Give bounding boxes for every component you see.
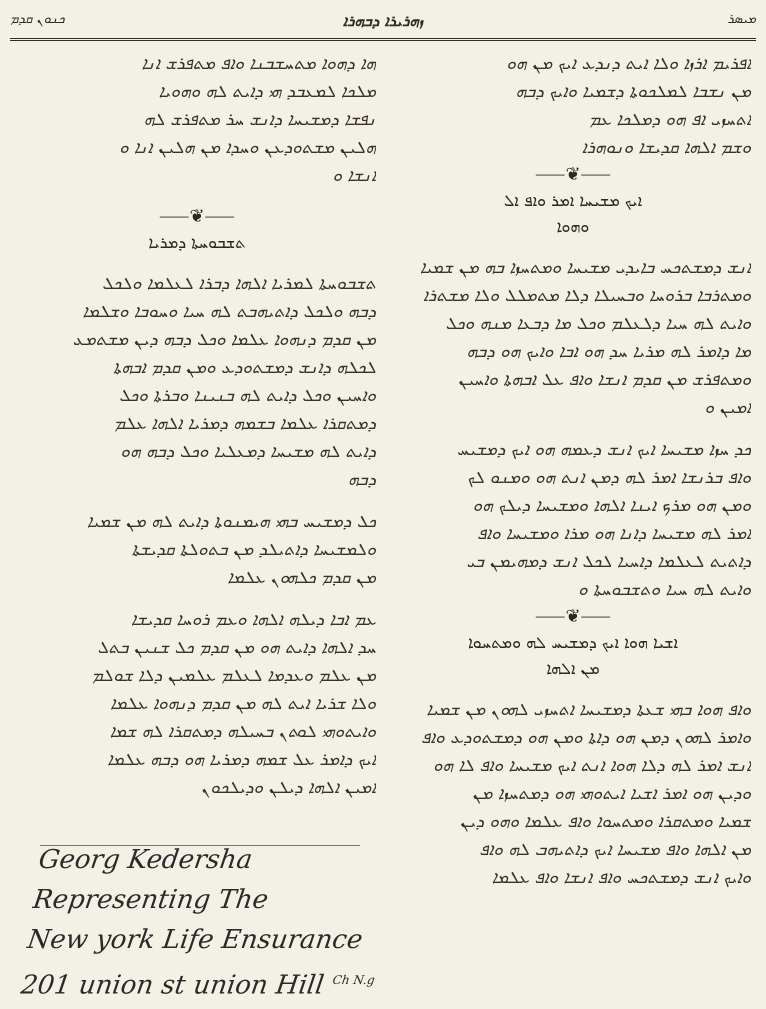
text-line: ܠܟܠܗ ܕܐܢܫ ܕܡܫܬܘܕܥ ܘܡܢ ܩܕܡ ܐܒܗܬܐ xyxy=(113,358,376,378)
text-line: ܡܢ ܢܫܒܐ ܠܡܠܟܘܬܐ ܕܫܡܝܐ ܘܐܝܟ ܕܒܗ xyxy=(515,82,751,102)
handwritten-signature-block xyxy=(18,840,381,1006)
text-line: ܢܦܫܐ ܕܡܫܝܚܐ ܕܐܢܫ ܚܪ ܡܬܦܪܫ ܠܗ xyxy=(143,110,376,130)
signature-address-text: 201 union st union Hill xyxy=(19,970,326,1001)
text-line: ܚܕ ܐܠܗܐ ܕܐܝܬ ܗܘ ܡܢ ܩܕܡ ܟܠ ܫܢܝܢ ܒܬܠ xyxy=(97,638,376,658)
text-line: ܡܠܟܐ ܠܡܥܒܕ ܗܝ ܕܐܝܬ ܠܗ ܘܗܘܝܐ xyxy=(158,82,376,102)
ornament-divider: ⸺❦⸺ xyxy=(535,164,611,185)
text-line: ܘܐܝܟ ܐܢܫ ܕܡܫܬܟܚ ܘܐܦ ܐܢܫܐ ܘܐܦ ܥܠܡܐ xyxy=(491,868,751,888)
left-column xyxy=(18,50,376,802)
right-column xyxy=(395,50,751,892)
section-heading: ܐܝܟ ܡܫܝܚܐ ܐܡܪ ܘܐܦ ܐܠ xyxy=(503,191,643,210)
text-line: ܘܐܡܪ ܠܗܘܢ ܕܡܢ ܗܘ ܕܐܬܐ ܘܡܢ ܗܘ ܕܡܫܬܘܕܥ ܘܐܦ xyxy=(420,728,751,748)
text-line: ܟܠ ܕܡܫܝܚ ܒܗܝ ܗܝܡܢܘܬܐ ܕܐܝܬ ܠܗ ܡܢ ܫܡܝܐ xyxy=(87,512,376,532)
text-line: ܡܢ ܩܕܡ ܕܢܗܘܐ ܥܠܡܐ ܘܟܠ ܕܒܗ ܕܝܢ ܡܫܬܡܥ xyxy=(72,330,376,350)
text-line: ܕܐܬܝܬ ܠܥܠܡܐ ܕܐܚܝܐ ܠܟܠ ܐܢܫ ܕܡܗܝܡܢ ܒܝ xyxy=(466,552,751,572)
text-line: ܘܕܝܢ ܗܘ ܐܡܪ ܐܫܝܐ ܐܝܬܘܗܝ ܗܘ ܕܡܬܚܙܐ ܡܢ xyxy=(472,784,751,804)
signature-line: Representing The xyxy=(31,885,271,915)
text-line: ܘܡܢ ܗܘ ܡܪܟ ܐܝܢܐ ܐܠܗܐ ܘܡܫܝܚܐ ܕܝܠܟ ܗܘ xyxy=(472,496,751,516)
text-line: ܐܢܫ ܐܡܪ ܠܗ ܕܠܐ ܗܘܐ ܐܢܬ ܐܝܟ ܡܫܝܚܐ ܘܐܦ ܠܐ ܗܘ xyxy=(432,756,751,776)
section-heading: ܬܫܒܘܚܬܐ ܕܡܪܝܐ xyxy=(148,233,246,252)
section-subheading: ܘܗܘܐ xyxy=(556,217,590,236)
text-line: ܐܡܝܢ ܘ xyxy=(704,398,751,418)
text-line: ܕܒܗ ܘܠܟܠ ܕܐܬܝܗܒܬ ܠܗ ܚܝܐ ܘܚܘܒܐ ܘܫܠܡܐ xyxy=(82,302,376,322)
text-line: ܗܐ ܕܗܘܐ ܡܬܚܫܒܢܐ ܘܐܦ ܡܬܦܪܫ ܐܢܐ xyxy=(141,54,376,74)
text-line: ܡܢ ܐܠܗܐ ܘܐܦ ܡܫܝܚܐ ܐܝܟ ܕܐܬܝܗܒ ܠܗ ܘܐܦ xyxy=(479,840,751,860)
text-line: ܐܝܟ ܕܐܡܪ ܥܠ ܫܡܗ ܕܡܪܝܐ ܗܘ ܕܒܗ ܥܠܡܐ xyxy=(107,750,376,770)
text-line: ܬܫܒܘܚܬܐ ܠܡܪܝܐ ܐܠܗܐ ܕܒܪܐ ܠܥܠܡܐ ܘܠܟܠ xyxy=(102,274,376,294)
text-line: ܘܐܦ ܗܘܐ ܒܗܝ ܫܥܬܐ ܕܡܫܝܚܐ ܐܬܚܙܝ ܠܗܘܢ ܡܢ ܫܡܝܐ xyxy=(426,700,751,720)
text-line: ܡܐ ܕܐܡܪ ܠܗ ܡܪܝܐ ܚܕ ܗܘ ܐܒܐ ܘܐܝܟ ܗܘ ܕܒܗ xyxy=(466,342,751,362)
header-right-text: ܡܝܣܪ xyxy=(727,12,756,27)
text-line: ܫܡܝܐ ܘܡܬܩܪܐ ܘܡܬܚܘܐ ܘܐܦ ܥܠܡܐ ܘܗܘ ܕܝܢ xyxy=(459,812,751,832)
section-subheading: ܡܢ ܐܠܗܐ xyxy=(546,659,600,678)
signature-address xyxy=(18,960,376,1006)
text-line: ܘܠܡܫܝܚܐ ܕܐܬܝܠܕ ܡܢ ܒܬܘܠܬܐ ܩܕܝܫܬܐ xyxy=(131,540,376,560)
text-line: ܐܡܝܢ ܐܠܗܐ ܕܝܠܢ ܘܕܝܠܟܘܢ xyxy=(201,778,376,798)
text-line: ܕܐܝܬ ܠܗ ܡܫܝܚܐ ܕܡܥܠܝܐ ܘܟܠ ܕܒܗ ܗܘ xyxy=(120,442,376,462)
text-line: ܐܡܪ ܠܗ ܡܫܝܚܐ ܕܐܢܐ ܗܘ ܡܪܐ ܘܡܫܝܚܐ ܘܐܦ xyxy=(477,524,751,544)
text-line: ܐܢܫܐ ܘ xyxy=(332,166,376,186)
signature-line: New york Life Ensurance xyxy=(25,925,365,955)
header-title: ܙܗܪܝܪܐ ܕܒܗܪܐ xyxy=(342,12,424,30)
text-line: ܐܬܚܙܝ ܐܦ ܗܘ ܕܡܠܟܐ ܥܡ xyxy=(589,110,751,130)
section-heading: ܐܫܝܐ ܗܘܐ ܐܝܟ ܕܡܫܝܚ ܠܗ ܘܡܬܚܘܐ xyxy=(467,633,679,652)
text-line: ܘܐܝܬ ܠܗ ܚܝܐ ܕܠܥܠܡ ܘܟܠ ܡܐ ܕܒܥܐ ܡܢܗ ܘܟܠ xyxy=(445,314,751,334)
text-line: ܘܠܐ ܫܪܝܐ ܐܝܬ ܠܗ ܡܢ ܩܕܡ ܕܢܗܘܐ ܥܠܡܐ xyxy=(110,694,376,714)
text-line: ܘܡܬܦܪܫ ܡܢ ܩܕܡ ܐܢܫܐ ܘܐܦ ܥܠ ܐܒܗܬܐ ܘܐܚܝܢ xyxy=(457,370,751,390)
text-line: ܟܕ ܚܙܐ ܡܫܝܚܐ ܐܝܟ ܐܢܫ ܕܥܡܗ ܗܘ ܐܝܟ ܕܡܫܝܚ xyxy=(456,440,751,460)
text-line: ܥܡ ܐܒܐ ܕܝܠܗ ܐܠܗܐ ܘܥܡ ܪܘܚܐ ܩܕܝܫܐ xyxy=(130,610,376,630)
text-line: ܡܢ ܩܕܡ ܟܠܗܘܢ ܥܠܡܐ xyxy=(227,568,376,588)
text-line: ܗܠܝܢ ܡܫܬܘܕܥܢ ܘܚܕܐ ܡܢ ܗܠܝܢ ܐܢܐ ܘ xyxy=(119,138,376,158)
text-line: ܕܒܗ xyxy=(347,470,376,490)
text-line: ܕܡܬܩܪܐ ܥܠܡܐ ܒܫܡܗ ܕܡܪܝܐ ܐܠܗܐ ܥܠܡ xyxy=(113,414,376,434)
page-header xyxy=(10,8,756,41)
text-line: ܘܡܬܪܒܐ ܒܪܘܚܐ ܘܒܚܝܠܐ ܕܠܐ ܡܬܡܠܠ ܘܠܐ ܡܫܬܪܐ xyxy=(423,286,751,306)
text-line: ܘܐܝܬܘܗܝ ܠܘܬܢ ܒܚܝܠܗ ܕܡܬܩܪܐ ܠܗ ܫܡܐ xyxy=(109,722,376,742)
text-line: ܘܫܡ ܐܠܗܐ ܩܕܝܫܐ ܘܢܘܗܪܐ xyxy=(581,138,751,158)
ornament-divider: ⸺❦⸺ xyxy=(535,606,611,627)
text-line: ܘܐܦ ܒܪܢܫܐ ܐܡܪ ܠܗ ܕܡܢ ܐܢܬ ܗܘ ܘܡܢܘ ܠܟ xyxy=(467,468,751,488)
text-line: ܐܦܪܝܡ ܐܪܙܐ ܘܠܐ ܐܝܬ ܕܢܕܥ ܐܝܟ ܡܢ ܗܘ xyxy=(506,54,751,74)
text-line: ܡܢ ܥܠܡ ܘܥܕܡܐ ܠܥܠܡ ܥܠܡܝܢ ܕܠܐ ܫܘܠܡ xyxy=(91,666,376,686)
text-line: ܘܐܝܬ ܠܗ ܚܝܐ ܘܬܫܒܘܚܬܐ ܘ xyxy=(578,580,751,600)
text-line: ܘܐܚܝܢ ܘܟܠ ܕܐܝܬ ܠܗ ܒܢܝܢܐ ܘܒܪܬܐ ܘܟܠ xyxy=(119,386,376,406)
signature-name: Georg Kedersha xyxy=(36,845,255,875)
ornament-divider: ⸺❦⸺ xyxy=(159,206,235,227)
header-left-text: ܟܢܘܢ ܩܕܡ xyxy=(10,12,65,27)
text-line: ܐܢܫ ܕܡܫܬܟܚ ܒܐܝܕܝ ܡܫܝܚܐ ܘܡܬܚܙܐ ܒܗ ܡܢ ܫܡܝܐ xyxy=(419,258,751,278)
signature-address-sup: Ch N.g xyxy=(331,973,376,987)
